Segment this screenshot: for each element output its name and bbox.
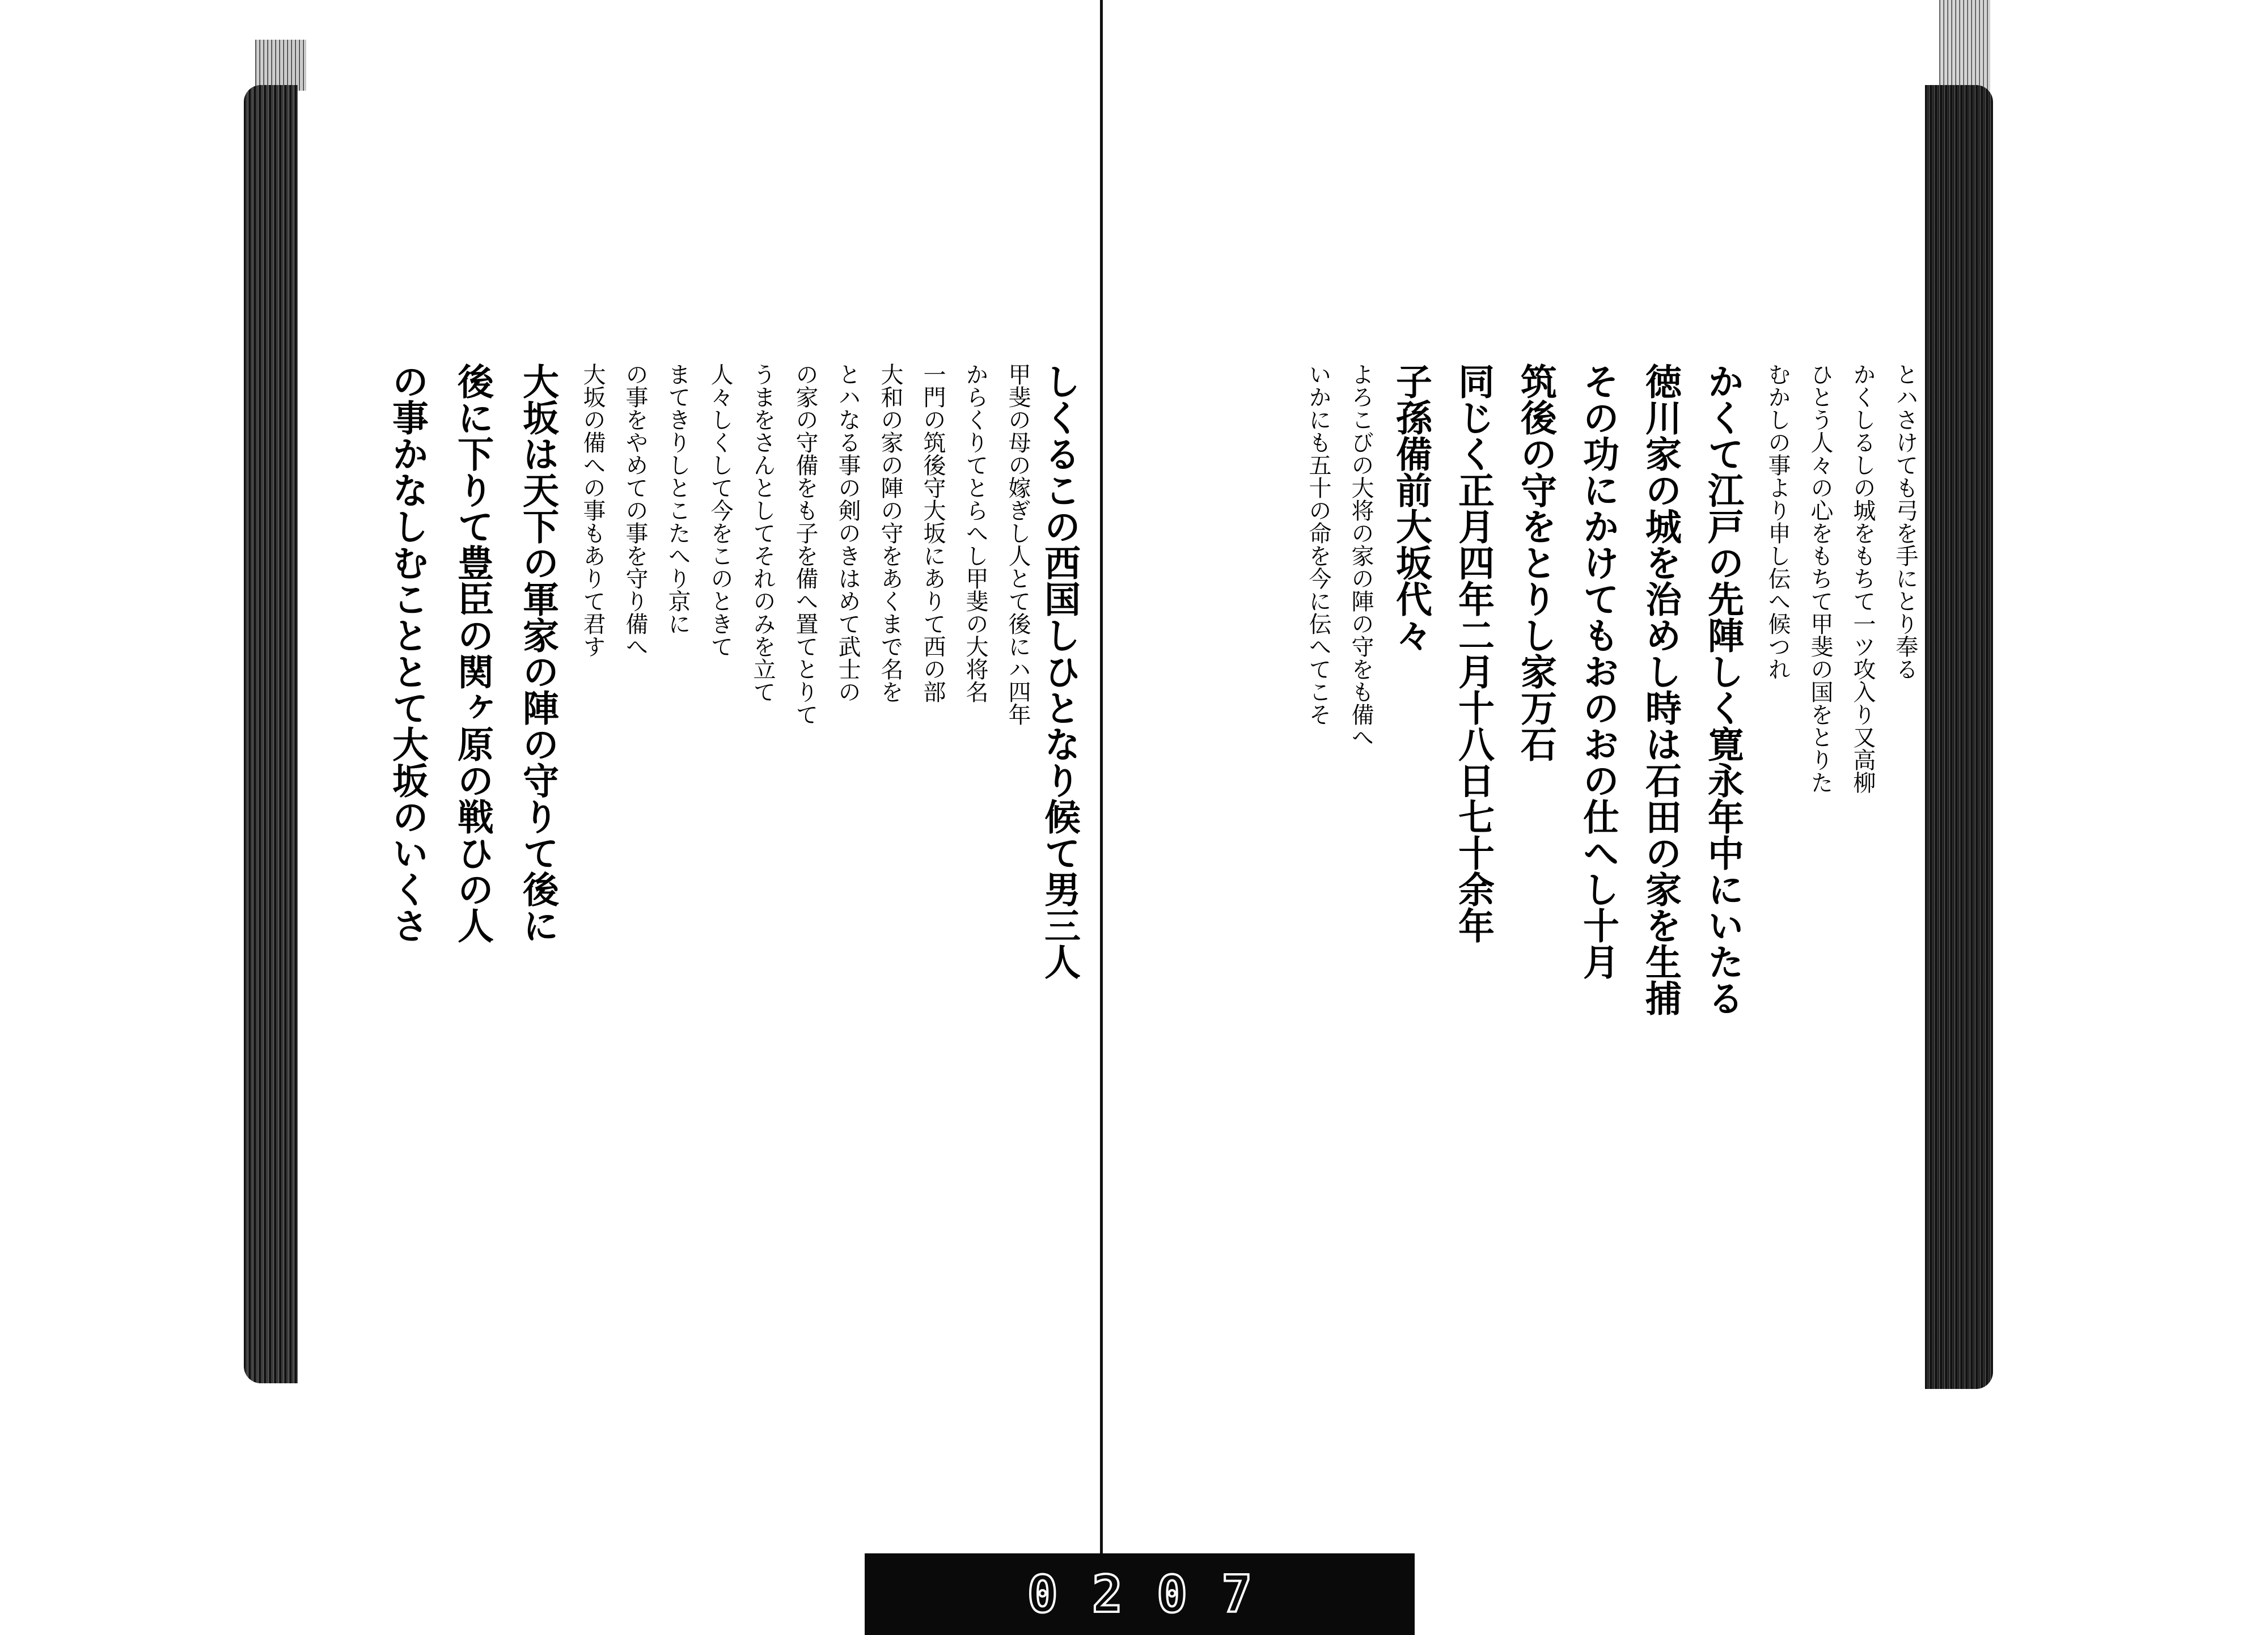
right-page [1157, 363, 1916, 1361]
text-column: まてきりしとこたへり京に [665, 363, 691, 635]
text-column: 徳川家の城を治めし時は石田の家を生捕 [1639, 363, 1682, 1016]
right-page-edge-top [1939, 0, 1990, 91]
text-column: しくるこの西国しひとなり候て男三人 [1038, 363, 1081, 980]
text-column: その功にかけてもおのおの仕へし十月 [1577, 363, 1619, 980]
stamp-digit: 7 [1221, 1564, 1253, 1624]
text-column: うまをさんとしてそれのみを立て [750, 363, 776, 703]
text-column: 甲斐の母の嫁ぎし人とて後にハ四年 [1005, 363, 1031, 726]
frame-number-stamp [865, 1553, 1415, 1635]
text-column: 子孫備前大坂代々 [1390, 363, 1432, 653]
text-column: の事かなしむこととて大坂のいくさ [386, 363, 429, 943]
text-column: かくて江戸の先陣しく寛永年中にいたる [1702, 363, 1744, 1016]
text-column: 大坂の備への事もありて君す [579, 363, 606, 658]
text-column: 大和の家の陣の守をあくまで名を [877, 363, 903, 703]
text-column: いかにも五十の命を今に伝へてこそ [1305, 363, 1331, 726]
text-column: かくしるしの城をもちて一ツ攻入り又高柳 [1850, 363, 1876, 794]
text-column: 後に下りて豊臣の関ヶ原の戦ひの人 [451, 363, 494, 943]
left-page [340, 363, 1081, 1361]
text-column: からくりてとらへし甲斐の大将名 [962, 363, 988, 703]
text-column: 大坂は天下の軍家の陣の守りて後に [517, 363, 559, 943]
text-column: とハなる事の剣のきはめて武士の [835, 363, 861, 703]
text-column: 一門の筑後守大坂にありて西の部 [920, 363, 946, 703]
left-book-edge [244, 85, 298, 1383]
text-column: とハさけても弓を手にとり奉る [1892, 363, 1918, 680]
text-column: よろこびの大将の家の陣の守をも備へ [1348, 363, 1374, 748]
text-column: ひとう人々の心をもちて甲斐の国をとりた [1807, 363, 1833, 794]
left-page-edge-top [255, 40, 306, 91]
stamp-digit: 2 [1091, 1564, 1123, 1624]
text-column: の家の守備をも子を備へ置てとりて [792, 363, 818, 726]
text-column: 同じく正月四年二月十八日七十余年 [1452, 363, 1495, 943]
right-book-edge [1925, 85, 1993, 1389]
stamp-digit: 0 [1027, 1564, 1058, 1624]
stamp-digit: 0 [1157, 1564, 1188, 1624]
text-column: の事をやめての事を守り備へ [622, 363, 648, 658]
book-gutter [1100, 0, 1103, 1565]
text-column: 筑後の守をとりし家万石 [1514, 363, 1557, 762]
text-column: 人々しくして今をこのときて [707, 363, 733, 658]
text-column: むかしの事より申し伝へ候つれ [1765, 363, 1791, 680]
